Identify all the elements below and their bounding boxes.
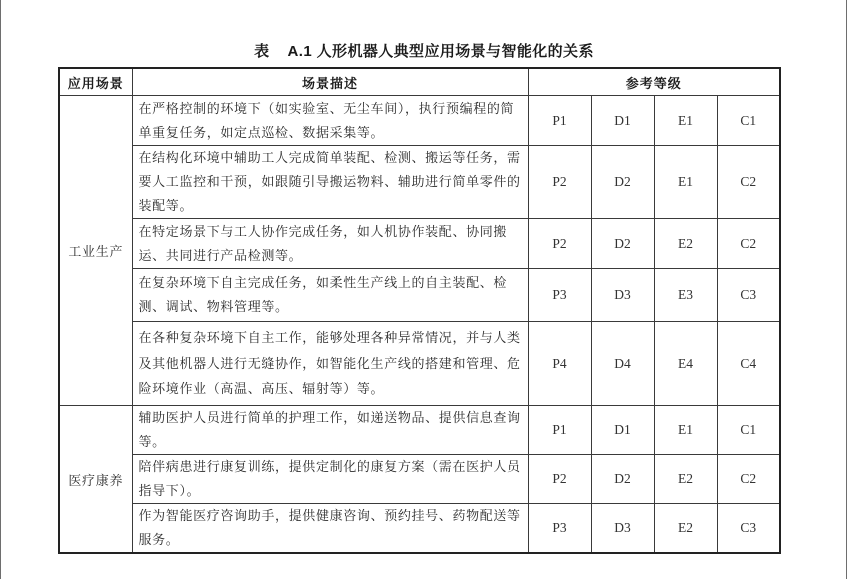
table-row — [59, 219, 780, 269]
right-edge-line — [846, 0, 847, 579]
table-row — [59, 504, 780, 554]
description-cell: 陪伴病患进行康复训练，提供定制化的康复方案（需在医护人员指导下）。 — [132, 455, 528, 504]
reference-level-cell: D2 — [591, 146, 654, 219]
description-cell: 辅助医护人员进行简单的护理工作，如递送物品、提供信息查询等。 — [132, 406, 528, 455]
reference-level-cell: D4 — [591, 322, 654, 406]
reference-level-cell: C3 — [717, 269, 780, 322]
table-row — [59, 406, 780, 455]
reference-level-cell: D3 — [591, 504, 654, 554]
reference-level-cell: E1 — [654, 406, 717, 455]
scenario-group-cell: 工业生产 — [59, 96, 132, 406]
description-cell: 在结构化环境中辅助工人完成简单装配、检测、搬运等任务，需要人工监控和干预，如跟随引导搬运物料、辅助进行简单零件的装配等。 — [132, 146, 528, 219]
table-row — [59, 146, 780, 219]
caption-text: A.1 人形机器人典型应用场景与智能化的关系 — [287, 43, 594, 60]
reference-level-cell: C1 — [717, 96, 780, 146]
reference-level-cell: C2 — [717, 219, 780, 269]
reference-level-cell: E4 — [654, 322, 717, 406]
description-cell: 作为智能医疗咨询助手，提供健康咨询、预约挂号、药物配送等服务。 — [132, 504, 528, 554]
reference-level-cell: E2 — [654, 504, 717, 554]
scenario-group-cell: 医疗康养 — [59, 406, 132, 554]
reference-level-cell: C2 — [717, 455, 780, 504]
reference-level-cell: P2 — [528, 219, 591, 269]
reference-level-cell: E2 — [654, 455, 717, 504]
caption-prefix: 表 — [254, 43, 270, 60]
description-cell: 在严格控制的环境下（如实验室、无尘车间），执行预编程的简单重复任务，如定点巡检、数据采集等。 — [132, 96, 528, 146]
reference-level-cell: P4 — [528, 322, 591, 406]
reference-level-cell: P2 — [528, 146, 591, 219]
table-caption — [0, 42, 848, 62]
description-cell: 在各种复杂环境下自主工作，能够处理各种异常情况，并与人类及其他机器人进行无缝协作，如智能化生产线的搭建和管理、危险环境作业（高温、高压、辐射等）等。 — [132, 322, 528, 406]
header-row — [59, 68, 780, 96]
reference-level-cell: E2 — [654, 219, 717, 269]
reference-level-cell: C3 — [717, 504, 780, 554]
description-cell: 在特定场景下与工人协作完成任务，如人机协作装配、协同搬运、共同进行产品检测等。 — [132, 219, 528, 269]
reference-level-cell: E1 — [654, 96, 717, 146]
reference-level-cell: D1 — [591, 96, 654, 146]
reference-level-cell: E1 — [654, 146, 717, 219]
reference-level-cell: C1 — [717, 406, 780, 455]
reference-level-cell: D2 — [591, 455, 654, 504]
description-cell: 在复杂环境下自主完成任务，如柔性生产线上的自主装配、检测、调试、物料管理等。 — [132, 269, 528, 322]
left-edge-line — [0, 0, 1, 579]
reference-level-cell: C2 — [717, 146, 780, 219]
reference-level-cell: D2 — [591, 219, 654, 269]
table-row — [59, 269, 780, 322]
table-row — [59, 322, 780, 406]
header-description: 场景描述 — [132, 68, 528, 96]
reference-level-cell: D1 — [591, 406, 654, 455]
header-scenario: 应用场景 — [59, 68, 132, 96]
reference-level-cell: D3 — [591, 269, 654, 322]
reference-level-cell: P3 — [528, 269, 591, 322]
header-reference-level: 参考等级 — [528, 68, 780, 96]
reference-level-cell: P2 — [528, 455, 591, 504]
scenario-table — [58, 67, 781, 554]
reference-level-cell: P3 — [528, 504, 591, 554]
reference-level-cell: C4 — [717, 322, 780, 406]
reference-level-cell: P1 — [528, 96, 591, 146]
reference-level-cell: E3 — [654, 269, 717, 322]
table-row — [59, 455, 780, 504]
reference-level-cell: P1 — [528, 406, 591, 455]
table-row — [59, 96, 780, 146]
